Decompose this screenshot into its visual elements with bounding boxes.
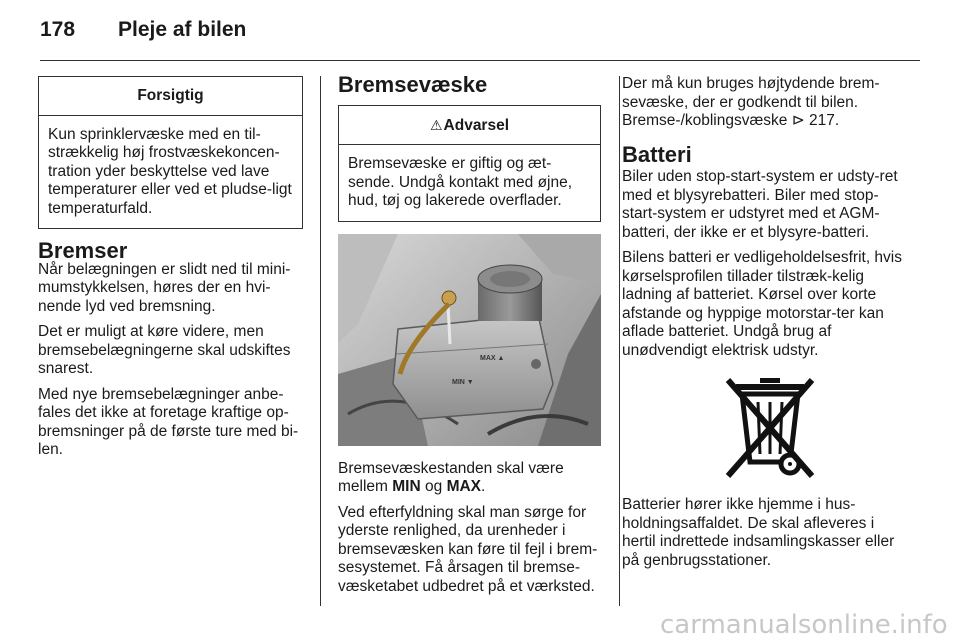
column-middle [338, 72, 601, 603]
warning-title: Advarsel [443, 116, 510, 134]
max-mark-label: MAX ▲ [480, 354, 505, 362]
page-number: 178 [40, 18, 76, 41]
warning-box [338, 105, 601, 222]
brake-fluid-heading: Bremsevæske [338, 72, 488, 97]
column-left [38, 76, 303, 467]
min-mark-label: MIN ▼ [452, 378, 474, 386]
brakes-paragraph-3: Med nye bremsebelægninger anbe-fales det ikke at foretage kraftige op-bremsninger på de første ture med bi-len. [38, 385, 299, 458]
page-header [40, 18, 246, 42]
battery-heading: Batteri [622, 141, 692, 167]
warning-triangle-icon: ⚠ [429, 116, 443, 133]
min-label: MIN [392, 478, 421, 495]
refill-text: Ved efterfyldning skal man sørge for yderste renlighed, da urenheder i bremsevæsken kan føre til fejl i brem-sesystemet. Få årsagen til bremse-væsketabet udbedret på et værksted. [338, 503, 598, 595]
page-reference-link[interactable]: 217. [809, 112, 840, 129]
caution-box [38, 76, 303, 229]
column-divider-2 [619, 76, 620, 606]
chapter-title: Pleje af bilen [118, 18, 247, 41]
column-right [622, 76, 904, 577]
warning-title-row [339, 106, 600, 146]
column-divider-1 [320, 76, 321, 606]
caution-text: Kun sprinklervæske med en til-strækkelig høj frostvæskekoncen-tration yder beskyttelse ved lave temperaturer eller ved et pludse-ligt temperaturfald. [48, 125, 292, 217]
battery-paragraph-1: Biler uden stop-start-system er udsty-ret med et blysyrebatteri. Biler med stop-start-system er udstyret med et AGM-batteri, der ikke er et blysyre-batteri. [622, 168, 898, 241]
warning-text: Bremsevæske er giftig og æt-sende. Undgå kontakt med øjne, hud, tøj og lakerede overflader. [348, 155, 573, 209]
brakes-paragraph-2: Det er muligt at køre videre, men bremsebelægningerne skal udskiftes snarest. [38, 323, 291, 377]
battery-paragraph-2: Bilens batteri er vedligeholdelsesfrit, hvis kørselsprofilen tillader tilstræk-kelig ladning af batteriet. Kørsel over korte afstande og hyppige motorstar-ter kan aflade batteriet. Undgå brug af unødvendigt elektrisk udstyr. [622, 249, 902, 359]
max-label: MAX [446, 478, 482, 495]
brakes-heading: Bremser [38, 238, 128, 263]
header-divider [40, 60, 920, 61]
brake-fluid-reservoir-photo [338, 234, 601, 446]
battery-disposal-text: Batterier hører ikke hjemme i hus-holdningsaffaldet. De skal afleveres i hertil indrettede indsamlingskasser eller på genbrugsstationer. [622, 496, 895, 569]
crossed-out-bin-icon [720, 372, 820, 482]
level-text: Bremsevæskestanden skal være mellem MIN og MAX. [338, 459, 564, 495]
watermark: carmanualsonline.info [660, 610, 948, 640]
approved-fluid-text: Der må kun bruges højtydende brem-sevæske, der er godkendt til bilen. Bremse-/koblingsvæske ⊳ 217. [622, 75, 880, 129]
caution-title: Forsigtig [39, 77, 302, 116]
brakes-paragraph-1: Når belægningen er slidt ned til mini-mumstykkelsen, høres der en hvi-nende lyd ved bremsning. [38, 260, 291, 315]
page-reference-icon: ⊳ [791, 112, 805, 129]
